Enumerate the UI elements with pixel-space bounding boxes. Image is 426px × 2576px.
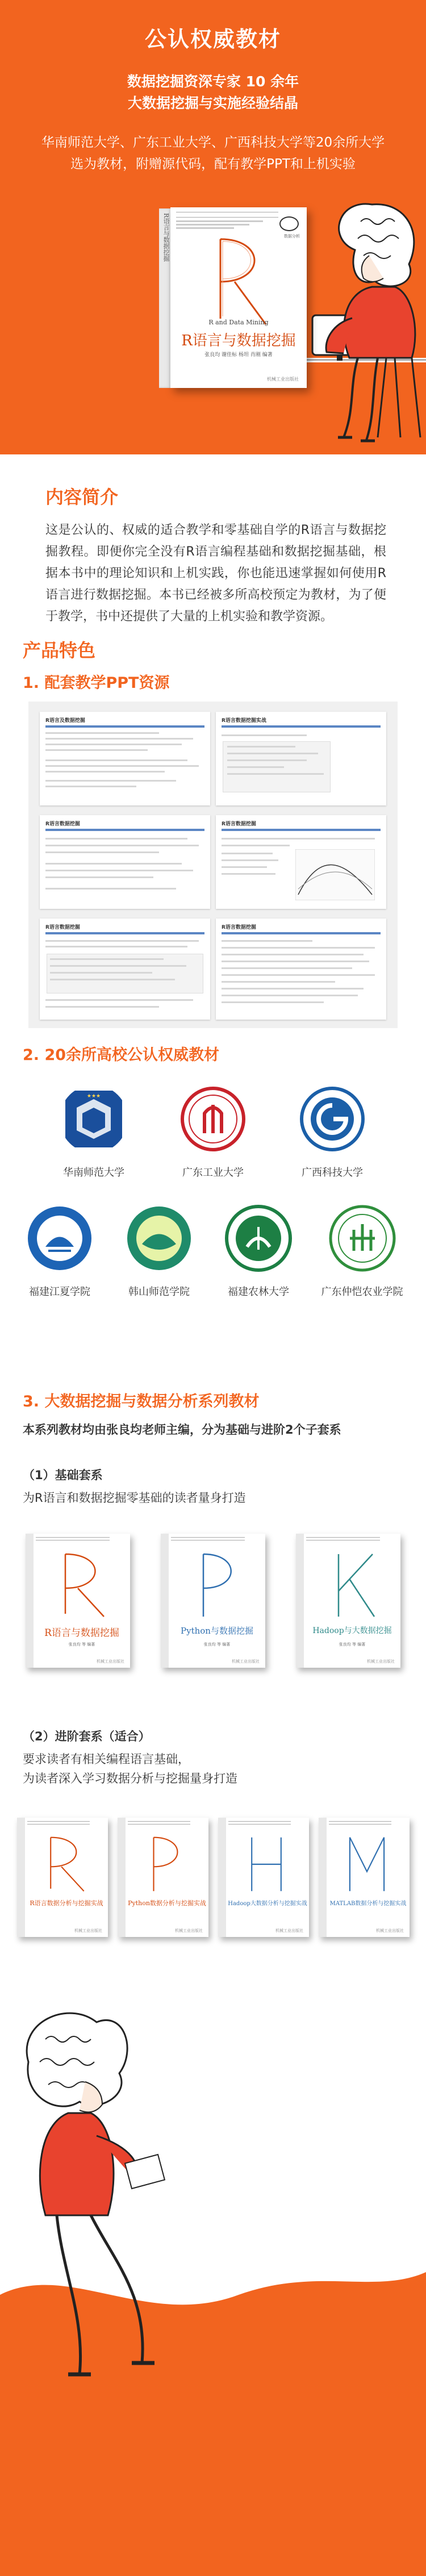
series-book-publisher: 机械工业出版社 xyxy=(97,1659,124,1664)
series-book-title: MATLAB数据分析与挖掘实战 xyxy=(329,1901,407,1907)
cover-series-rule xyxy=(176,212,278,218)
feature2-title: 2. 20余所高校公认权威教材 xyxy=(23,1046,220,1064)
letter-m-graphic-icon xyxy=(343,1832,391,1896)
university-badge-icon xyxy=(125,1204,193,1272)
series-book-authors: 张良均 等 编著 xyxy=(68,1642,95,1647)
letter-p-graphic-icon xyxy=(141,1832,190,1896)
hero-intro-line2: 选为教材，附赠源代码，配有教学PPT和上机实验 xyxy=(70,157,356,172)
university-name: 广西科技大学 xyxy=(302,1167,363,1179)
university-item xyxy=(210,1204,307,1299)
slide-heading: R语言数据挖掘 xyxy=(222,925,256,930)
series-book-cover xyxy=(17,1818,108,1937)
university-name: 福建农林大学 xyxy=(228,1286,289,1298)
university-badge-icon xyxy=(179,1085,247,1153)
letter-p-graphic-icon xyxy=(189,1548,246,1622)
book-title: R语言与数据挖掘 xyxy=(181,332,296,349)
basic-series-description: 为R语言和数据挖掘零基础的读者量身打造 xyxy=(23,1491,246,1505)
feature1-title: 1. 配套教学PPT资源 xyxy=(23,674,170,692)
series-book-title: R语言与数据挖掘 xyxy=(44,1627,119,1639)
university-badge-icon xyxy=(26,1204,94,1272)
university-badge-icon xyxy=(328,1204,396,1272)
series-logo-icon xyxy=(279,216,299,231)
series-book-publisher: 机械工业出版社 xyxy=(275,1928,303,1933)
university-item xyxy=(40,1085,148,1179)
slide-line-graph xyxy=(295,849,375,900)
ppt-slide-thumbnail xyxy=(216,712,386,805)
hero-subtitle-line1: 数据挖掘资深专家 10 余年 xyxy=(127,73,299,90)
letter-r-graphic-icon xyxy=(41,1832,90,1896)
university-name: 广东仲恺农业学院 xyxy=(321,1286,403,1298)
advanced-series-heading: （2）进阶套系（适合） xyxy=(23,1730,151,1743)
series-book-title: Hadoop与大数据挖掘 xyxy=(312,1626,392,1635)
book-publisher: 机械工业出版社 xyxy=(267,377,299,382)
features-heading: 产品特色 xyxy=(23,640,96,661)
basic-series-heading: （1）基础套系 xyxy=(23,1468,103,1482)
feature3-title: 3. 大数据挖掘与数据分析系列教材 xyxy=(23,1393,260,1410)
letter-r-graphic-icon xyxy=(203,233,277,330)
university-item xyxy=(159,1085,267,1179)
intro-body: 这是公认的、权威的适合教学和零基础自学的R语言与数据挖掘教程。即便你完全没有R语言编程基础和数据挖掘基础，根据本书中的理论知识和上机实践，你也能迅速掌握如何使用R语言进行数据挖掘。本书已经被多所高校预定为教材，为了便于教学，书中还提供了大量的上机实验和教学资源。 xyxy=(45,523,386,624)
letter-k-graphic-icon xyxy=(324,1548,381,1622)
letter-r-graphic-icon xyxy=(54,1548,111,1622)
university-badge-icon xyxy=(224,1204,293,1272)
university-item xyxy=(310,1204,415,1299)
series-book-publisher: 机械工业出版社 xyxy=(367,1659,395,1664)
university-item xyxy=(11,1204,108,1299)
series-book-cover xyxy=(26,1534,130,1668)
university-badge-icon xyxy=(298,1085,366,1153)
ppt-slide-thumbnail xyxy=(40,815,210,909)
series-book-cover xyxy=(319,1818,410,1937)
sitting-person-illustration xyxy=(0,1977,426,2576)
slide-heading: R语言数据挖掘实战 xyxy=(222,718,266,724)
university-badge-icon xyxy=(60,1085,128,1153)
series-logo-text: 数据分析 xyxy=(284,234,300,239)
ppt-slides-gallery xyxy=(28,702,398,1028)
series-book-cover xyxy=(296,1534,400,1668)
series-book-publisher: 机械工业出版社 xyxy=(175,1928,203,1933)
slide-heading: R语言数据挖掘 xyxy=(45,925,80,930)
advanced-series-description-line2: 为读者深入学习数据分析与挖掘量身打造 xyxy=(23,1772,237,1785)
series-book-title: Hadoop大数据分析与挖掘实战 xyxy=(228,1901,307,1907)
university-name: 福建江夏学院 xyxy=(29,1286,90,1298)
book-cover xyxy=(170,207,307,388)
university-name: 华南师范大学 xyxy=(63,1167,124,1179)
university-name: 广东工业大学 xyxy=(182,1167,244,1179)
series-book-cover xyxy=(118,1818,208,1937)
series-book-title: R语言数据分析与挖掘实战 xyxy=(30,1899,103,1907)
slide-heading: R语言数据挖掘 xyxy=(45,821,80,827)
book-spine xyxy=(159,208,172,388)
series-book-authors: 张良均 等 编著 xyxy=(203,1642,231,1647)
series-book-publisher: 机械工业出版社 xyxy=(376,1928,404,1933)
letter-h-graphic-icon xyxy=(242,1832,291,1896)
svg-text:★★★: ★★★ xyxy=(86,1093,101,1099)
book-spine-text: R语言与数据挖掘 xyxy=(162,213,170,262)
hero-banner xyxy=(0,0,426,454)
book-english-title: R and Data Mining xyxy=(208,319,269,326)
ppt-slide-thumbnail xyxy=(40,918,210,1020)
hero-intro-line1: 华南师范大学、广东工业大学、广西科技大学等20余所大学 xyxy=(41,135,385,150)
cover-blurb xyxy=(176,219,273,231)
series-book-publisher: 机械工业出版社 xyxy=(74,1928,102,1933)
university-name: 韩山师范学院 xyxy=(128,1286,190,1298)
hero-subtitle-line2: 大数据挖掘与实施经验结晶 xyxy=(127,95,298,111)
hero-title: 公认权威教材 xyxy=(144,27,281,52)
university-item xyxy=(111,1204,207,1299)
university-item xyxy=(278,1085,386,1179)
series-book-authors: 张良均 等 编著 xyxy=(339,1642,366,1647)
series-book-publisher: 机械工业出版社 xyxy=(232,1659,260,1664)
series-book-cover xyxy=(218,1818,309,1937)
series-book-title: Python数据分析与挖掘实战 xyxy=(128,1899,206,1907)
series-book-title: Python与数据挖掘 xyxy=(181,1626,253,1636)
series-description: 本系列教材均由张良均老师主编，分为基础与进阶2个子套系 xyxy=(23,1423,341,1437)
slide-heading: R语言及数据挖掘 xyxy=(45,718,85,724)
series-book-cover xyxy=(161,1534,265,1668)
intro-heading: 内容简介 xyxy=(45,486,119,508)
advanced-series-description-line1: 要求读者有相关编程语言基础， xyxy=(23,1752,190,1766)
ppt-slide-thumbnail xyxy=(40,712,210,805)
ppt-slide-thumbnail xyxy=(216,918,386,1020)
ppt-slide-thumbnail xyxy=(216,815,386,909)
book-authors: 张良均 谢佳标 杨坦 肖刚 编著 xyxy=(204,352,273,358)
slide-heading: R语言数据挖掘 xyxy=(222,821,256,827)
